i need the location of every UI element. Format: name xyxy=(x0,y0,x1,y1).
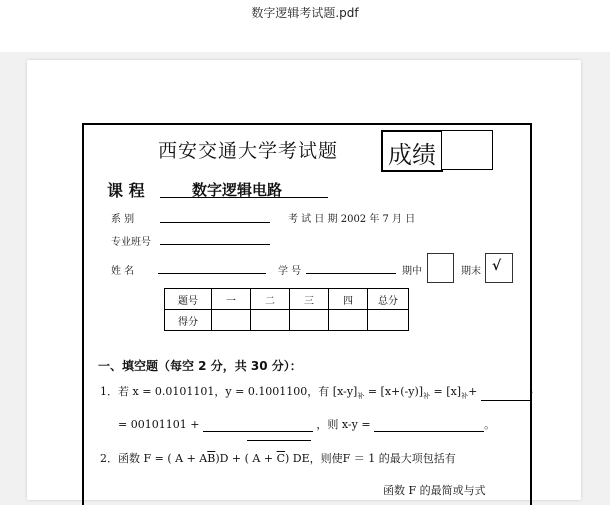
q1-text-c: = [x] xyxy=(430,385,462,398)
section-heading: 一、填空题（每空 2 分，共 30 分）： xyxy=(98,359,302,373)
score-cell[interactable] xyxy=(212,310,251,331)
course-name: 数字逻辑电路 xyxy=(192,181,283,199)
course-label: 课 程 xyxy=(107,181,145,200)
exam-date: 考 试 日 期 2002 年 7 月 日 xyxy=(288,214,416,225)
q1-sub-3: 补 xyxy=(461,392,469,401)
file-title: 数字逻辑考试题.pdf xyxy=(251,6,359,20)
score-table-header-cell: 一 xyxy=(212,289,251,310)
q2-overline-b: $\overline{B}$ xyxy=(207,452,216,465)
viewer-toolbar xyxy=(0,0,610,52)
score-cell[interactable] xyxy=(290,310,329,331)
class-label: 专业班号 xyxy=(111,237,151,248)
score-table xyxy=(164,288,409,331)
id-label: 学 号 xyxy=(278,266,302,277)
score-label: 成绩 xyxy=(388,141,436,169)
question-1-line-2 xyxy=(118,416,495,432)
id-underline xyxy=(306,261,396,274)
score-table-header-cell: 三 xyxy=(290,289,329,310)
class-underline xyxy=(160,232,270,245)
q1-text-d: + xyxy=(468,385,478,398)
question-2 xyxy=(100,450,456,466)
q2-text-e: ) DE，则使F ＝ 1 的最大项包括有 xyxy=(285,452,456,465)
final-checkmark: √ xyxy=(492,258,502,274)
q1-blank-1[interactable] xyxy=(481,387,531,401)
q1-line2-end: 。 xyxy=(484,418,496,431)
name-underline xyxy=(158,261,266,274)
score-table-header-cell: 总分 xyxy=(368,289,409,310)
score-cell[interactable] xyxy=(251,310,290,331)
final-label: 期末 xyxy=(461,266,481,277)
q1-line2-b: ，则 x-y = xyxy=(316,418,371,431)
q1-text-a: 1．若 x = 0.0101101，y = 0.1001100，有 [x-y] xyxy=(100,385,358,398)
q1-sub-1: 补 xyxy=(357,392,365,401)
score-table-header-row xyxy=(165,289,409,310)
midterm-label: 期中 xyxy=(402,266,422,277)
score-value-box xyxy=(441,130,493,170)
q1-line2-a: = 00101101 + xyxy=(118,418,200,431)
q2-overline-c: $\overline{C}$ xyxy=(276,452,286,465)
dept-underline xyxy=(160,210,270,223)
q2-text-c: )D + ( A + xyxy=(215,452,277,465)
overline-mark xyxy=(247,440,311,441)
question-3-partial: 函数 F 的最简或与式 xyxy=(383,484,486,497)
score-table-score-row xyxy=(165,310,409,331)
q1-blank-2[interactable] xyxy=(203,418,313,432)
score-table-header-cell: 题号 xyxy=(165,289,212,310)
school-title: 西安交通大学考试题 xyxy=(158,140,339,162)
score-cell[interactable] xyxy=(329,310,368,331)
q1-blank-3[interactable] xyxy=(374,418,484,432)
question-1-line-1 xyxy=(100,383,531,401)
score-table-header-cell: 二 xyxy=(251,289,290,310)
score-cell[interactable] xyxy=(368,310,409,331)
dept-label: 系 别 xyxy=(111,214,135,225)
score-table-header-cell: 四 xyxy=(329,289,368,310)
q1-text-b: = [x+(-y)] xyxy=(364,385,424,398)
q2-text-a: 2．函数 F = ( A + A xyxy=(100,452,208,465)
q1-sub-2: 补 xyxy=(423,392,431,401)
name-label: 姓 名 xyxy=(111,266,135,277)
score-row-label: 得分 xyxy=(165,310,212,331)
midterm-checkbox[interactable] xyxy=(427,253,454,283)
q1-line-end: . xyxy=(530,383,534,396)
